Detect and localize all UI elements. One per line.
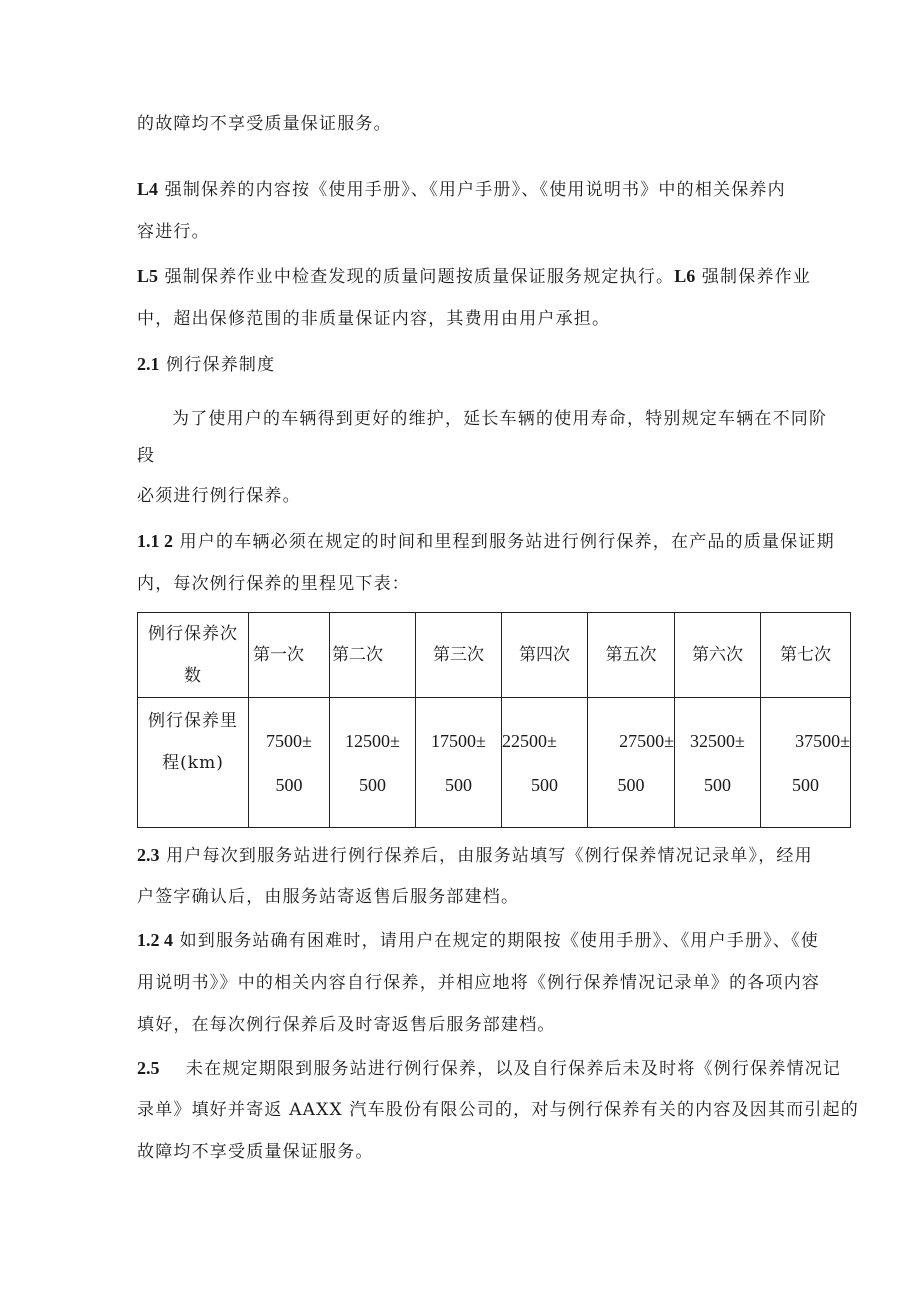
table-cell: 第五次 (588, 613, 675, 698)
table-cell: 12500± 500 (330, 698, 416, 828)
table-cell: 第七次 (761, 613, 851, 698)
paragraph-2-5-cont2 (137, 1140, 374, 1164)
maintenance-schedule-table (137, 612, 851, 828)
section-number: L6 (674, 266, 696, 286)
paragraph-text: 填好，在每次例行保养后及时寄返售后服务部建档。 (137, 1015, 556, 1035)
paragraph-L4 (137, 177, 786, 202)
section-number: 2.3 (137, 845, 160, 865)
paragraph-text: 未在规定期限到服务站进行例行保养，以及自行保养后未及时将《例行保养情况记 (185, 1059, 842, 1079)
paragraph-text: 强制保养的内容按《使用手册》、《用户手册》、《使用说明书》中的相关保养内 (164, 180, 786, 200)
paragraph-L4-cont (137, 220, 210, 244)
paragraph-intro-cont (137, 444, 155, 468)
row-header-mileage: 例行保养里 程(km) (138, 698, 249, 828)
paragraph-text: 段 (137, 446, 156, 466)
paragraph-text: 容进行。 (137, 222, 210, 242)
paragraph-text: 用户每次到服务站进行例行保养后，由服务站填写《例行保养情况记录单》，经用 (166, 846, 813, 866)
section-number: 1.1 2 (137, 531, 173, 551)
section-number: 2.1 (137, 354, 160, 374)
section-number: L4 (137, 179, 159, 199)
paragraph-L5-cont (137, 307, 610, 331)
section-title: 例行保养制度 (166, 355, 276, 375)
paragraph-continuation (137, 112, 392, 136)
paragraph-1-1-2-cont (137, 572, 410, 596)
paragraph-text: 录单》填好并寄返 AAXX 汽车股份有限公司的，对与例行保养有关的内容及因其而引起的 (137, 1100, 859, 1120)
paragraph-text: 中，超出保修范围的非质量保证内容，其费用由用户承担。 (137, 309, 611, 329)
paragraph-2-5 (137, 1056, 841, 1081)
paragraph-intro-cont2 (137, 484, 301, 508)
paragraph-text: 内，每次例行保养的里程见下表： (137, 574, 410, 594)
table-cell: 17500± 500 (416, 698, 502, 828)
table-cell: 37500± 500 (761, 698, 851, 828)
section-number: L5 (137, 266, 159, 286)
table-cell: 第二次 (330, 613, 416, 698)
row-header-count: 例行保养次 数 (138, 613, 249, 698)
paragraph-text: 强制保养作业 (701, 267, 812, 287)
section-number: 2.5 (137, 1058, 160, 1078)
paragraph-text: 故障均不享受质量保证服务。 (137, 1142, 374, 1162)
section-heading-2-1 (137, 352, 275, 377)
paragraph-1-2-4-cont (137, 971, 820, 995)
table-cell: 32500± 500 (675, 698, 761, 828)
paragraph-text: 的故障均不享受质量保证服务。 (137, 114, 392, 134)
table-cell: 7500± 500 (249, 698, 330, 828)
paragraph-text: 强制保养作业中检查发现的质量问题按质量保证服务规定执行。 (164, 267, 675, 287)
paragraph-2-3 (137, 843, 813, 868)
paragraph-2-3-cont (137, 885, 519, 909)
paragraph-1-1-2 (137, 529, 835, 554)
table-row (138, 698, 851, 828)
table-cell: 第一次 (249, 613, 330, 698)
paragraph-text: 用说明书》》中的相关内容自行保养，并相应地将《例行保养情况记录单》的各项内容 (137, 973, 821, 993)
table-cell: 22500± 500 (502, 698, 588, 828)
paragraph-text: 为了使用户的车辆得到更好的维护，延长车辆的使用寿命，特别规定车辆在不同阶 (172, 409, 828, 429)
table-cell: 27500± 500 (588, 698, 675, 828)
paragraph-2-5-cont (137, 1098, 859, 1122)
paragraph-text: 必须进行例行保养。 (137, 486, 301, 506)
paragraph-text: 户签字确认后，由服务站寄返售后服务部建档。 (137, 887, 520, 907)
paragraph-1-2-4-cont2 (137, 1013, 556, 1037)
table-cell: 第四次 (502, 613, 588, 698)
table-cell: 第六次 (675, 613, 761, 698)
paragraph-1-2-4 (137, 928, 819, 953)
table-row (138, 613, 851, 698)
paragraph-text: 如到服务站确有困难时，请用户在规定的期限按《使用手册》、《用户手册》、《使 (179, 931, 820, 951)
table-cell: 第三次 (416, 613, 502, 698)
paragraph-L5 (137, 264, 811, 289)
section-number: 1.2 4 (137, 930, 173, 950)
paragraph-text: 用户的车辆必须在规定的时间和里程到服务站进行例行保养，在产品的质量保证期 (179, 532, 835, 552)
paragraph-intro (172, 407, 827, 431)
